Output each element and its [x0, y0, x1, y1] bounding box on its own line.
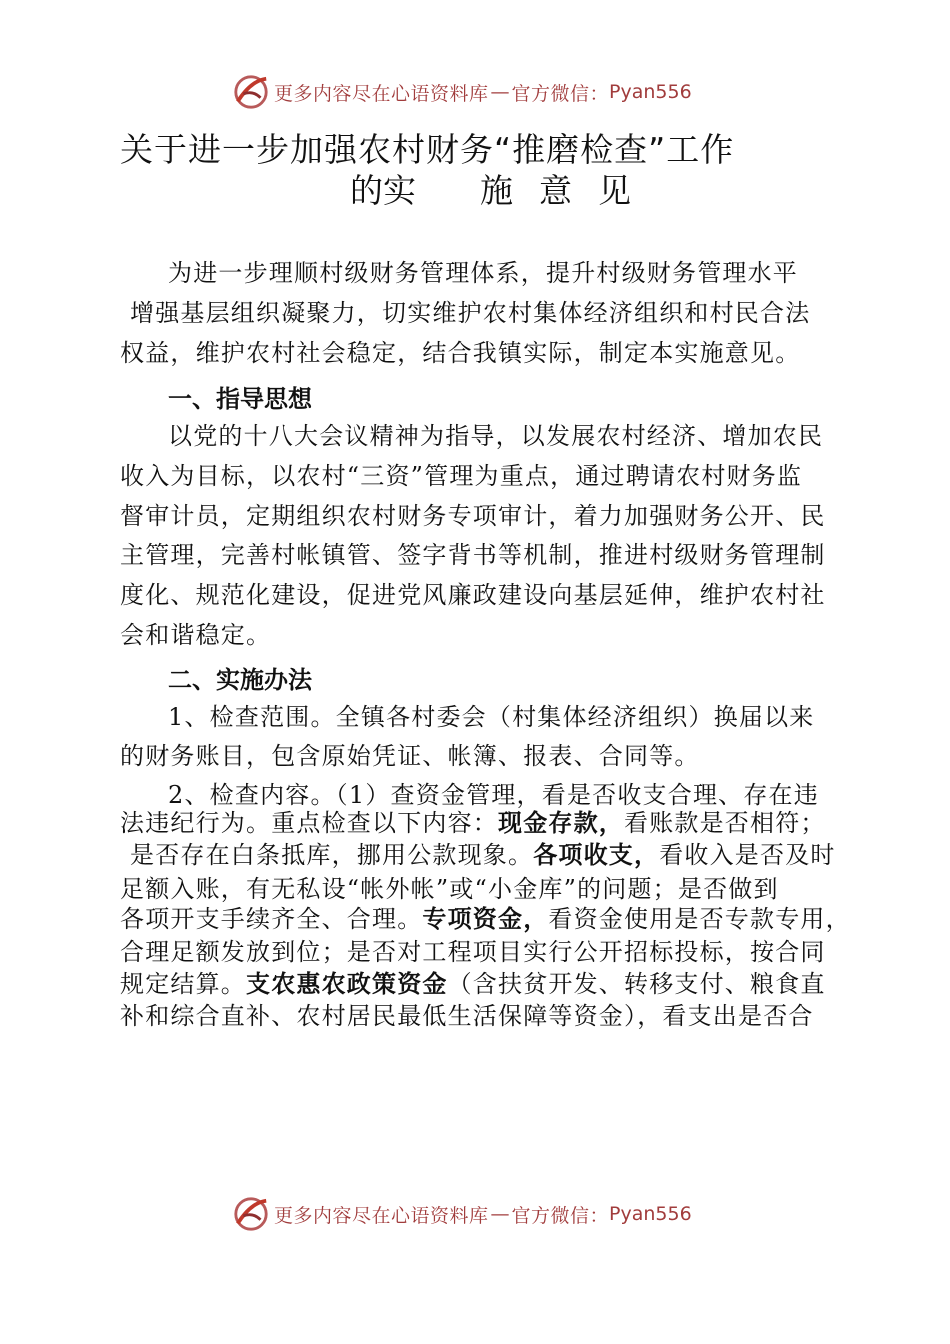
bold-term: 支农惠农政策资金 [246, 970, 448, 998]
title-part: 见 [598, 171, 631, 210]
body-line: 收入为目标，以农村“三资”管理为重点，通过聘请农村财务监 [120, 462, 803, 490]
watermark-handle: Pyan556 [609, 1203, 692, 1225]
section-heading: 一、指导思想 [168, 385, 312, 413]
body-line: 补和综合直补、农村居民最低生活保障等资金），看支出是否合 [120, 1002, 814, 1030]
body-line [130, 840, 836, 870]
title-part: 意 [539, 171, 572, 210]
watermark-separator: — [490, 1203, 510, 1225]
watermark-separator: — [490, 81, 510, 103]
body-line: 1、检查范围。全镇各村委会（村集体经济组织）换届以来 [168, 703, 815, 731]
body-line: 主管理，完善村帐镇管、签字背书等机制，推进村级财务管理制 [120, 541, 826, 569]
watermark-header [232, 72, 692, 112]
body-line [120, 969, 826, 999]
body-line [120, 808, 826, 838]
watermark-wechat-label: 官方微信： [511, 1204, 610, 1227]
watermark-site: 更多内容尽在心语资料库 [274, 1204, 489, 1227]
body-line: 足额入账，有无私设“帐外帐”或“小金库”的问题；是否做到 [120, 875, 779, 903]
section-heading: 二、实施办法 [168, 666, 312, 694]
logo-icon [232, 1195, 270, 1233]
logo-icon [232, 73, 270, 111]
watermark-handle: Pyan556 [609, 81, 692, 103]
title-part: 施 [480, 171, 513, 210]
body-line: 会和谐稳定。 [120, 621, 272, 649]
bold-term: 现金存款， [498, 809, 624, 837]
body-line: 合理足额发放到位；是否对工程项目实行公开招标投标，按合同 [120, 938, 826, 966]
text-run: （含扶贫开发、转移支付、粮食直 [447, 970, 826, 998]
intro-line: 为进一步理顺村级财务管理体系，提升村级财务管理水平 [168, 259, 798, 287]
text-run: 看账款是否相符； [624, 809, 826, 837]
bold-term: 各项收支， [533, 841, 660, 869]
body-line [120, 904, 851, 934]
document-title-line1: 关于进一步加强农村财务“推磨检查”工作 [120, 130, 735, 169]
body-line: 的财务账目，包含原始凭证、帐簿、报表、合同等。 [120, 742, 700, 770]
body-line: 以党的十八大会议精神为指导，以发展农村经济、增加农民 [168, 422, 824, 450]
watermark-site: 更多内容尽在心语资料库 [274, 82, 489, 105]
document-title-line2 [350, 165, 631, 212]
intro-line: 增强基层组织凝聚力，切实维护农村集体经济组织和村民合法 [130, 299, 811, 327]
text-run: 规定结算。 [120, 970, 246, 998]
intro-line: 权益，维护农村社会稳定，结合我镇实际，制定本实施意见。 [120, 339, 801, 367]
text-run: 看收入是否及时 [659, 841, 836, 869]
body-line: 督审计员，定期组织农村财务专项审计，着力加强财务公开、民 [120, 502, 826, 530]
watermark-wechat-label: 官方微信： [511, 82, 610, 105]
text-run: 法违纪行为。重点检查以下内容： [120, 809, 498, 837]
watermark-footer [232, 1194, 692, 1234]
body-line: 度化、规范化建设，促进党风廉政建设向基层延伸，维护农村社 [120, 581, 826, 609]
bold-term: 专项资金， [422, 905, 549, 933]
text-run: 各项开支手续齐全、合理。 [120, 905, 423, 933]
title-part: 的实 [350, 171, 416, 210]
text-run: 是否存在白条抵库，挪用公款现象。 [130, 841, 534, 869]
body-line: 2、检查内容。（1）查资金管理，看是否收支合理、存在违 [168, 781, 819, 809]
text-run: 看资金使用是否专款专用， [548, 905, 851, 933]
